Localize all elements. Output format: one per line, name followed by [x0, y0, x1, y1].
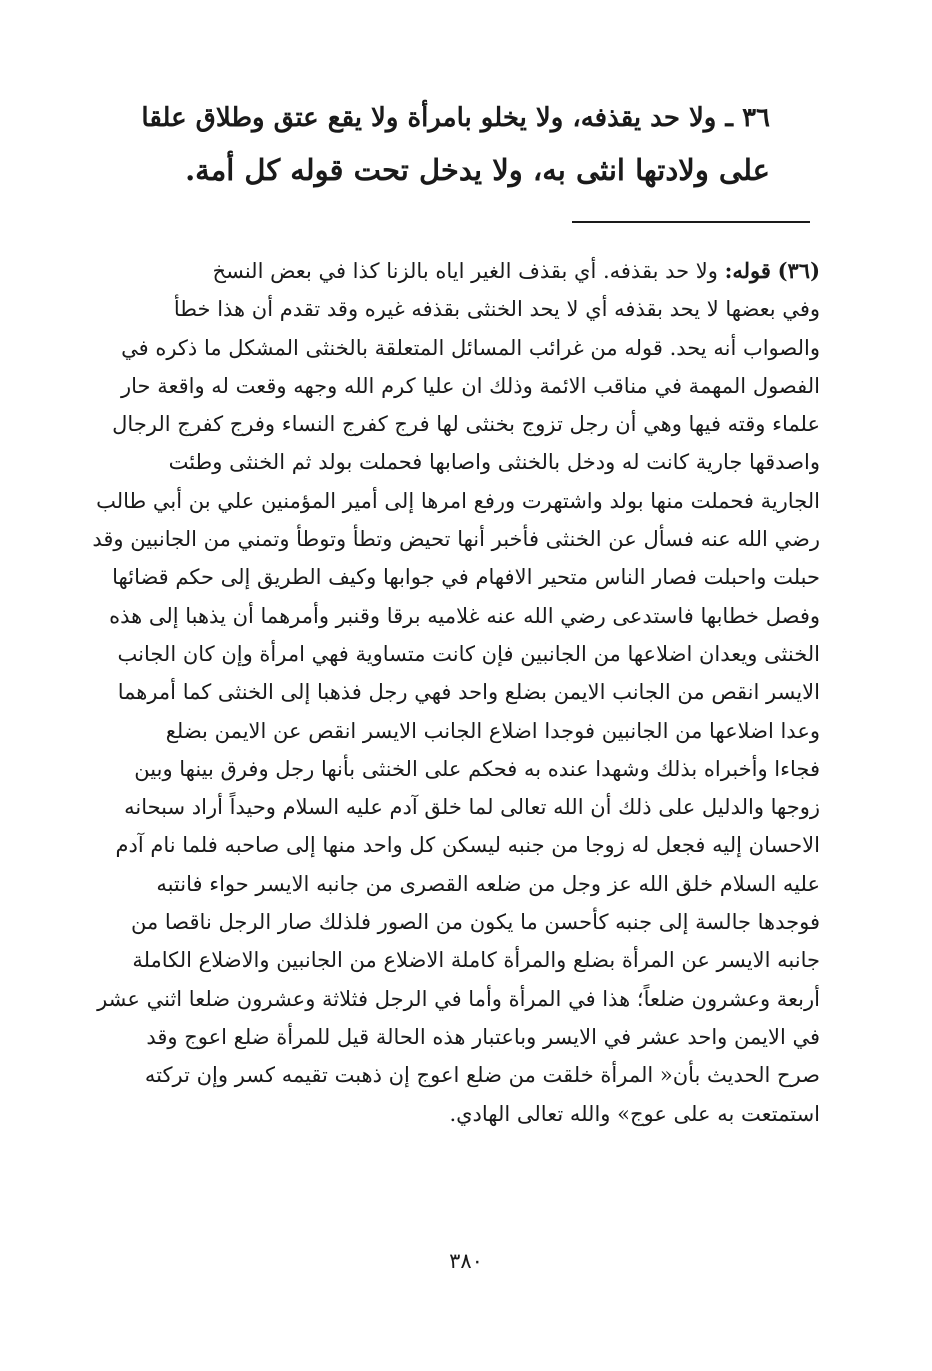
note-label: قوله: — [724, 258, 771, 283]
footnote-divider — [572, 221, 810, 223]
note-number: (٣٦) — [777, 258, 820, 283]
commentary-line: عليه السلام خلق الله عز وجل من ضلعه القصرى من جانبه الايسر حواء فانتبه — [156, 871, 820, 896]
page-number: ٣٨٠ — [449, 1249, 483, 1273]
main-text-line: على ولادتها انثى به، ولا يدخل تحت قوله كل أمة. — [185, 153, 770, 187]
commentary-line: علماء وقته فيها وهي أن رجل تزوج بخنثى لها فرج كفرج النساء وفرج كفرج الرجال — [112, 412, 820, 437]
commentary-line: زوجها والدليل على ذلك أن الله تعالى لما خلق آدم عليه السلام وحيداً أراد سبحانه — [124, 795, 820, 820]
commentary-line: وفي بعضها لا يحد بقذفه أي لا يحد الخنثى بقذفه غيره وقد تقدم أن هذا خطأ — [173, 297, 820, 322]
commentary-line: جانبه الايسر عن المرأة بضلع والمرأة كاملة الاضلاع من الجانبين والاضلاع الكاملة — [132, 948, 820, 973]
commentary-line-text: ولا حد بقذفه. أي بقذف الغير اياه بالزنا كذا في بعض النسخ — [212, 259, 718, 283]
commentary-line: حبلت واحبلت فصار الناس متحير الافهام في جوابها وكيف الطريق إلى حكم قضائها — [112, 565, 820, 590]
commentary-line: أربعة وعشرون ضلعاً؛ هذا في المرأة وأما في الرجل فثلاثة وعشرون ضلعا اثني عشر — [97, 986, 820, 1011]
commentary-line: وفصل خطابها فاستدعى رضي الله عنه غلاميه برقا وقنبر وأمرهما أن يذهبا إلى هذه — [109, 603, 820, 628]
commentary-first-line — [60, 252, 820, 290]
commentary-line: والصواب أنه يحد. قوله من غرائب المسائل المتعلقة بالخنثى المشكل ما ذكره في — [121, 335, 820, 360]
commentary-line: الفصول المهمة في مناقب الائمة وذلك ان عليا كرم الله وجهه وقعت له واقعة حار — [121, 373, 820, 398]
commentary-line: رضي الله عنه فسأل عن الخنثى فأخبر أنها تحيض وتطأ وتوطأ وتمني من الجانبين وقد — [92, 527, 820, 552]
commentary-line: فوجدها جالسة إلى جنبه كأحسن ما يكون من الصور فلذلك صار الرجل ناقصا من — [130, 910, 820, 935]
main-text-line: ٣٦ ـ ولا حد يقذفه، ولا يخلو بامرأة ولا يقع عتق وطلاق علقا — [141, 103, 770, 133]
commentary-block — [60, 252, 820, 1133]
commentary-line: الايسر انقص من الجانب الايمن بضلع واحد فهي رجل فذهبا إلى الخنثى كما أمرهما — [117, 680, 820, 705]
commentary-line: الاحسان إليه فجعل له زوجا من جنبه ليسكن كل واحد منها إلى صاحبه فلما نام آدم — [115, 833, 820, 858]
commentary-line: في الايمن واحد عشر في الايسر وباعتبار هذه الحالة قيل للمرأة ضلع اعوج وقد — [146, 1024, 820, 1049]
commentary-line: واصدقها جارية كانت له ودخل بالخنثى واصابها فحملت بولد ثم الخنثى وطئت — [168, 450, 820, 475]
main-text-block — [130, 92, 770, 196]
commentary-line: الجارية فحملت منها بولد واشتهرت ورفع امرها إلى أمير المؤمنين علي بن أبي طالب — [96, 488, 820, 513]
commentary-line: فجاءا وأخبراه بذلك وشهدا عنده به فحكم على الخنثى بأنها رجل وفرق بينها وبين — [134, 756, 820, 781]
commentary-line: استمتعت به على عوج» والله تعالى الهادي. — [449, 1101, 820, 1126]
commentary-line: وعدا اضلاعها من الجانبين فوجدا اضلاع الجانب الايسر انقص عن الايمن بضلع — [165, 718, 820, 743]
commentary-line: الخنثى ويعدان اضلاعها من الجانبين فإن كانت متساوية فهي امرأة وإن كان الجانب — [117, 641, 820, 666]
commentary-line: صرح الحديث بأن« المرأة خلقت من ضلع اعوج إن ذهبت تقيمه كسر وإن تركته — [144, 1063, 820, 1088]
